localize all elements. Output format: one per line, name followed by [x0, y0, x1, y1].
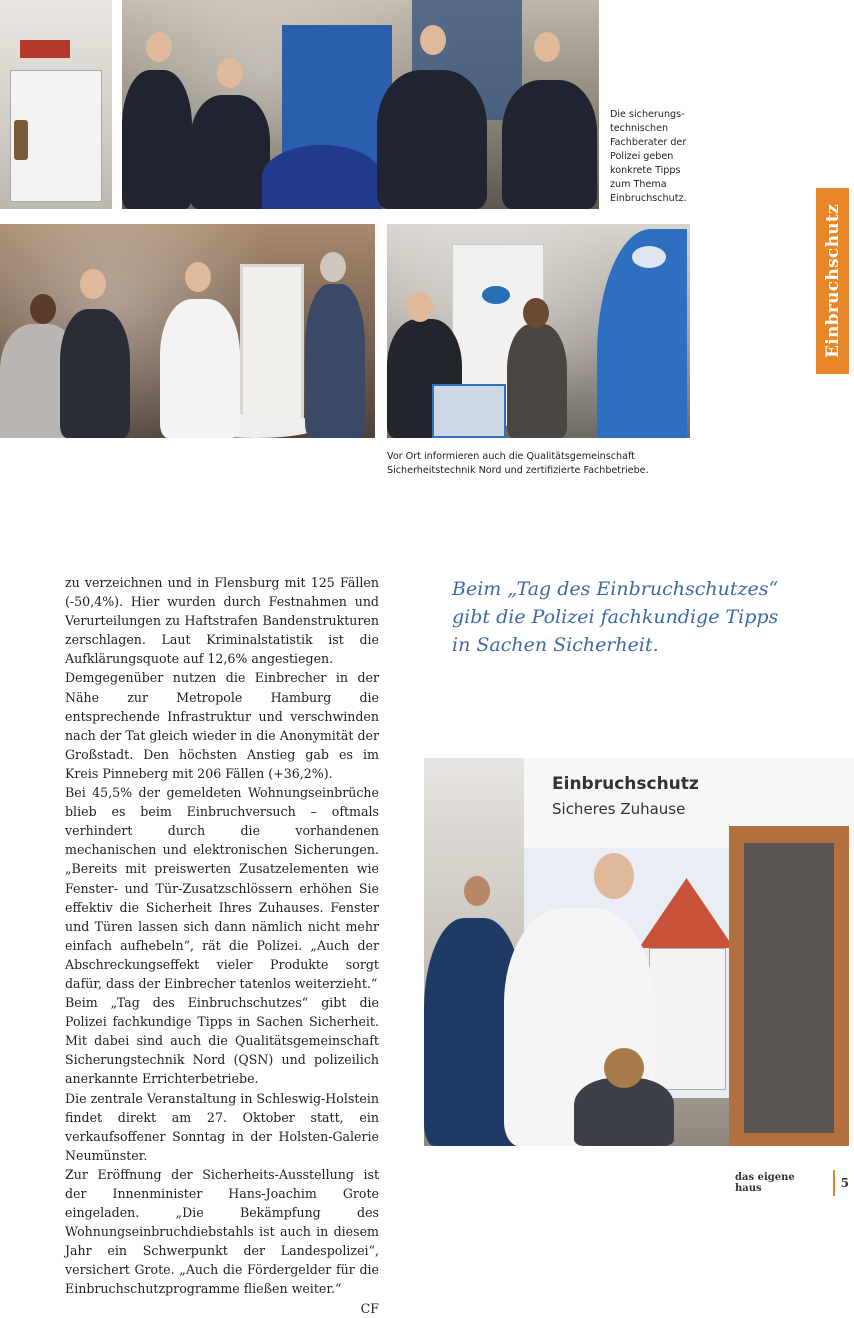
photo-qsn-booth: [387, 224, 690, 438]
page-footer: [735, 1170, 849, 1196]
paragraph: Bei 45,5% der gemeldeten Wohnungseinbrüche blieb es beim Einbruchversuch – oftmals verhindert durch die vorhandenen mechanischen und elektronischen Sicherungen. „Bereits mit preiswerten Zusatzelementen wie Fenster- und Tür-Zusatzschlössern erhöhen Sie effektiv die Sicherheit Ihres Zuhauses. Fenster und Türen lassen sich dann nämlich nicht mehr einfach aufhebeln“, rät die Polizei. „Auch der Abschreckungseffekt vieler Produkte sorgt dafür, dass der Einbrecher tatenlos weiterzieht.“: [65, 785, 379, 991]
page-number: 5: [840, 1176, 849, 1190]
pull-quote: Beim „Tag des Einbruchschutzes“ gibt die Polizei fachkundige Tipps in Sachen Sicherheit.: [452, 578, 779, 656]
paragraph: zu verzeichnen und in Flensburg mit 125 Fällen (-50,4%). Hier wurden durch Festnahmen und Verurteilungen zu Haftstrafen Bandenstrukturen zerschlagen. Laut Kriminalstatistik ist die Aufklärungsquote auf 12,6% angestiegen.: [65, 575, 379, 667]
photo-police-advisers: [122, 0, 599, 209]
caption-middle: Vor Ort informieren auch die Qualitätsgemeinschaft Sicherheitstechnik Nord und zertifizierte Fachbetriebe.: [387, 451, 649, 476]
poster-subtitle: Sicheres Zuhause: [552, 800, 686, 818]
paragraph: Beim „Tag des Einbruchschutzes“ gibt die Polizei fachkundige Tipps in Sachen Sicherheit. Mit dabei sind auch die Qualitätsgemeinschaft Sicherungstechnik Nord (QSN) und polizeilich anerkannte Errichterbetriebe.: [65, 995, 379, 1087]
paragraph: Zur Eröffnung der Sicherheits-Ausstellung ist der Innenminister Hans-Joachim Grote eingeladen. „Die Bekämpfung des Wohnungseinbruchdiebstahls ist auch in diesem Jahr ein Schwerpunkt der Landespolizei“, versichert Grote. „Auch die Fördergelder für die Einbruchschutzprogramme fließen weiter.“: [65, 1166, 379, 1297]
photo-credit: Fotos: Frahm: [8, 608, 16, 654]
article-body: [65, 573, 379, 1318]
publication-name: das eigene haus: [735, 1172, 795, 1194]
section-tab: [816, 188, 849, 374]
caption-top-right: Die sicherungs-technischen Fachberater der Polizei geben konkrete Tipps zum Thema Einbruchschutz.: [610, 109, 687, 204]
section-tab-label: Einbruchschutz: [822, 203, 843, 359]
photo-poster-booth: [424, 758, 849, 1146]
paragraph: Die zentrale Veranstaltung in Schleswig-Holstein findet direkt am 27. Oktober statt, ein verkaufsoffener Sonntag in der Holsten-Galerie Neumünster.: [65, 1090, 380, 1163]
poster-title: Einbruchschutz: [552, 774, 699, 794]
paragraph: Demgegenüber nutzen die Einbrecher in der Nähe zur Metropole Hamburg die entsprechende Infrastruktur und verschwinden nach der Tat gleich wieder in die Anonymität der Großstadt. Den höchsten Anstieg gab es im Kreis Pinneberg mit 206 Fällen (+36,2%).: [65, 670, 379, 781]
author-signature: CF: [360, 1300, 379, 1316]
photo-top-left-door: [0, 0, 112, 209]
footer-divider: [833, 1170, 835, 1196]
